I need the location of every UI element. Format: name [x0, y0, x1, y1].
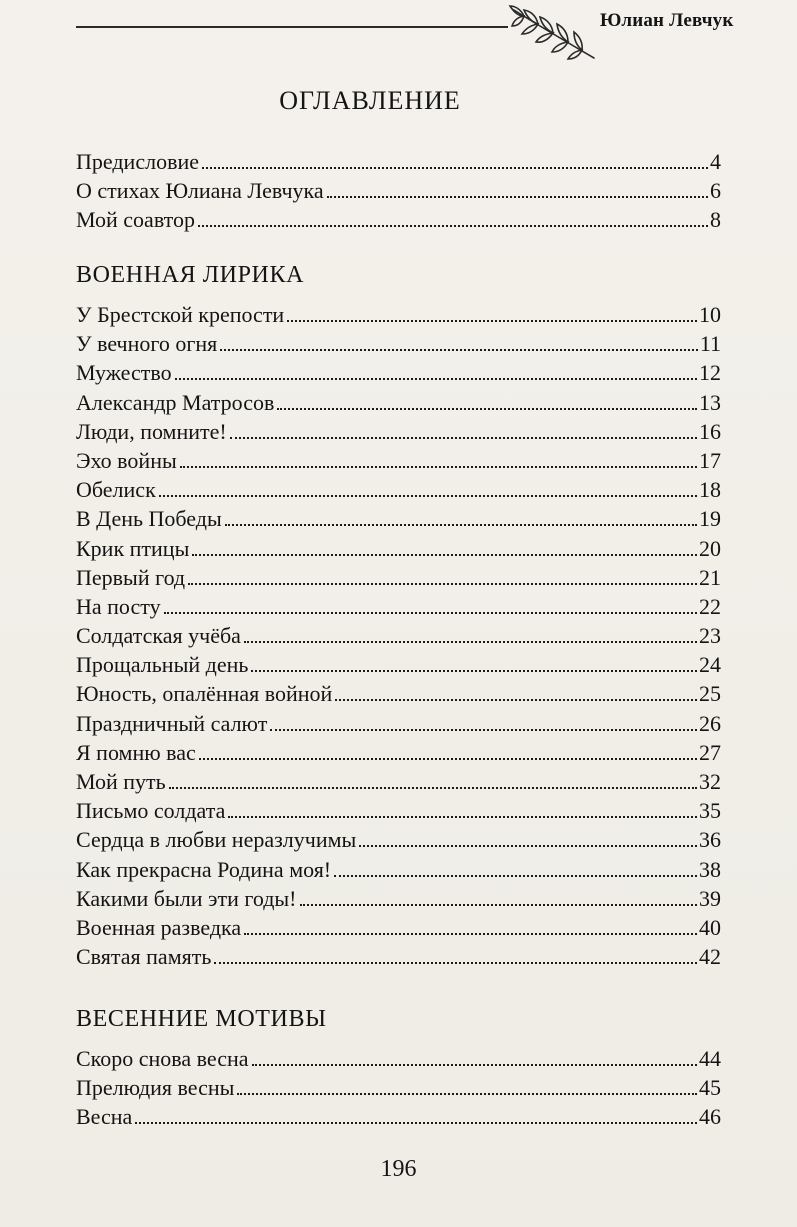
toc-entry-title: Александр Матросов: [76, 389, 275, 415]
toc-entry-page: 23: [699, 623, 721, 649]
toc-entry-page: 16: [699, 418, 721, 444]
toc-entry[interactable]: [76, 475, 721, 504]
toc-entry-title: Праздничный салют: [76, 710, 268, 736]
toc-entry[interactable]: [76, 884, 721, 913]
toc-entry[interactable]: [76, 709, 721, 738]
dot-leader: [135, 1122, 697, 1124]
section-title-military-lyrics: ВОЕННАЯ ЛИРИКА: [76, 262, 305, 288]
toc-entry[interactable]: [76, 1073, 721, 1102]
dot-leader: [335, 699, 697, 701]
toc-entry-title: На посту: [76, 593, 161, 619]
toc-entry-page: 8: [710, 207, 721, 233]
toc-entry[interactable]: [76, 650, 721, 679]
toc-intro-list: [76, 147, 721, 235]
toc-entry-page: 26: [699, 710, 721, 736]
dot-leader: [230, 437, 697, 439]
toc-entry-page: 32: [699, 769, 721, 794]
toc-entry[interactable]: [76, 679, 721, 708]
toc-entry[interactable]: [76, 534, 721, 563]
section-title-spring-motifs: ВЕСЕННИЕ МОТИВЫ: [76, 1006, 327, 1032]
toc-entry-title: Прелюдия весны: [76, 1075, 235, 1101]
toc-entry-page: 39: [699, 885, 721, 911]
dot-leader: [225, 524, 697, 526]
toc-entry[interactable]: [76, 205, 721, 234]
toc-entry-title: Как прекрасна Родина моя!: [76, 856, 332, 882]
toc-entry-title: Крик птицы: [76, 535, 190, 561]
dot-leader: [188, 583, 697, 585]
page-number: 196: [380, 1156, 417, 1182]
toc-entry-title: Какими были эти годы!: [76, 885, 297, 911]
dot-leader: [244, 641, 697, 643]
toc-entry[interactable]: [76, 358, 721, 387]
dot-leader: [175, 378, 697, 380]
toc-entry[interactable]: [76, 738, 721, 767]
toc-entry-page: 18: [699, 477, 721, 503]
toc-section-spring-motifs: [76, 1044, 721, 1132]
toc-entry[interactable]: [76, 1044, 721, 1073]
toc-entry[interactable]: [76, 504, 721, 533]
toc-entry-page: 35: [699, 798, 721, 824]
dot-leader: [202, 167, 708, 169]
toc-entry-page: 36: [699, 827, 721, 853]
dot-leader: [164, 612, 697, 614]
dot-leader: [277, 408, 697, 410]
dot-leader: [192, 554, 697, 556]
toc-entry[interactable]: [76, 767, 721, 796]
toc-entry-title: У вечного огня: [76, 331, 218, 357]
dot-leader: [237, 1093, 697, 1095]
toc-entry[interactable]: [76, 1102, 721, 1131]
dot-leader: [199, 758, 697, 760]
toc-entry-title: Святая память: [76, 944, 212, 970]
dot-leader: [159, 495, 697, 497]
toc-entry-page: 12: [699, 360, 721, 386]
toc-entry-page: 45: [699, 1075, 721, 1101]
toc-entry-page: 44: [699, 1046, 721, 1071]
toc-entry-title: У Брестской крепости: [76, 302, 285, 327]
toc-entry-page: 38: [699, 856, 721, 882]
toc-entry[interactable]: [76, 592, 721, 621]
toc-entry-page: 19: [699, 506, 721, 532]
toc-entry-title: Эхо войны: [76, 447, 177, 473]
toc-entry-title: Люди, помните!: [76, 418, 227, 444]
dot-leader: [198, 225, 708, 227]
toc-entry-title: Обелиск: [76, 477, 156, 503]
toc-entry[interactable]: [76, 300, 721, 329]
dot-leader: [228, 816, 697, 818]
toc-entry-page: 6: [710, 178, 721, 204]
toc-entry-title: Военная разведка: [76, 914, 242, 940]
dot-leader: [334, 875, 697, 877]
toc-entry-title: Прощальный день: [76, 652, 249, 678]
dot-leader: [180, 466, 697, 468]
toc-section-military-lyrics: [76, 300, 721, 971]
toc-entry-title: Первый год: [76, 564, 186, 590]
toc-entry-page: 20: [699, 535, 721, 561]
toc-entry[interactable]: [76, 855, 721, 884]
dot-leader: [252, 1064, 697, 1066]
toc-entry[interactable]: [76, 913, 721, 942]
toc-entry[interactable]: [76, 621, 721, 650]
toc-entry[interactable]: [76, 563, 721, 592]
toc-entry-title: Юность, опалённая войной: [76, 681, 333, 707]
dot-leader: [327, 196, 708, 198]
toc-entry-title: В День Победы: [76, 506, 222, 532]
toc-entry-title: Мой путь: [76, 769, 166, 794]
toc-entry-title: Солдатская учёба: [76, 623, 241, 649]
dot-leader: [270, 729, 697, 731]
dot-leader: [251, 670, 697, 672]
header-author: Юлиан Левчук: [600, 10, 734, 31]
toc-entry-title: Я помню вас: [76, 739, 196, 765]
toc-entry-page: 21: [699, 564, 721, 590]
toc-entry-page: 24: [699, 652, 721, 678]
toc-entry[interactable]: [76, 825, 721, 854]
toc-entry-page: 42: [699, 944, 721, 970]
toc-entry-title: Скоро снова весна: [76, 1046, 249, 1071]
toc-entry[interactable]: [76, 147, 721, 176]
toc-entry-title: Предисловие: [76, 149, 199, 174]
toc-entry[interactable]: [76, 176, 721, 205]
toc-entry-page: 27: [699, 739, 721, 765]
toc-entry-page: 25: [699, 681, 721, 707]
toc-entry[interactable]: [76, 796, 721, 825]
toc-entry-page: 22: [699, 593, 721, 619]
dot-leader: [359, 845, 697, 847]
toc-entry[interactable]: [76, 329, 721, 358]
toc-entry-title: Весна: [76, 1104, 133, 1130]
dot-leader: [300, 904, 697, 906]
toc-entry-page: 17: [699, 447, 721, 473]
header-rule: [76, 26, 508, 28]
dot-leader: [244, 933, 697, 935]
laurel-branch-icon: [508, 2, 600, 64]
toc-entry-page: 11: [699, 331, 721, 357]
dot-leader: [287, 320, 697, 322]
toc-entry[interactable]: [76, 388, 721, 417]
toc-entry-title: Мой соавтор: [76, 207, 195, 233]
toc-entry[interactable]: [76, 942, 721, 971]
toc-entry-page: 40: [699, 914, 721, 940]
toc-entry[interactable]: [76, 417, 721, 446]
dot-leader: [214, 962, 697, 964]
toc-entry-title: Письмо солдата: [76, 798, 226, 824]
toc-entry-page: 13: [699, 389, 721, 415]
dot-leader: [220, 349, 698, 351]
toc-entry-page: 46: [699, 1104, 721, 1130]
toc-entry[interactable]: [76, 446, 721, 475]
toc-entry-page: 4: [710, 149, 721, 174]
toc-entry-title: Мужество: [76, 360, 172, 386]
toc-entry-title: О стихах Юлиана Левчука: [76, 178, 324, 204]
toc-entry-title: Сердца в любви неразлучимы: [76, 827, 357, 853]
running-header: [0, 0, 797, 72]
dot-leader: [169, 787, 697, 789]
toc-title: ОГЛАВЛЕНИЕ: [279, 86, 461, 115]
toc-entry-page: 10: [699, 302, 721, 327]
